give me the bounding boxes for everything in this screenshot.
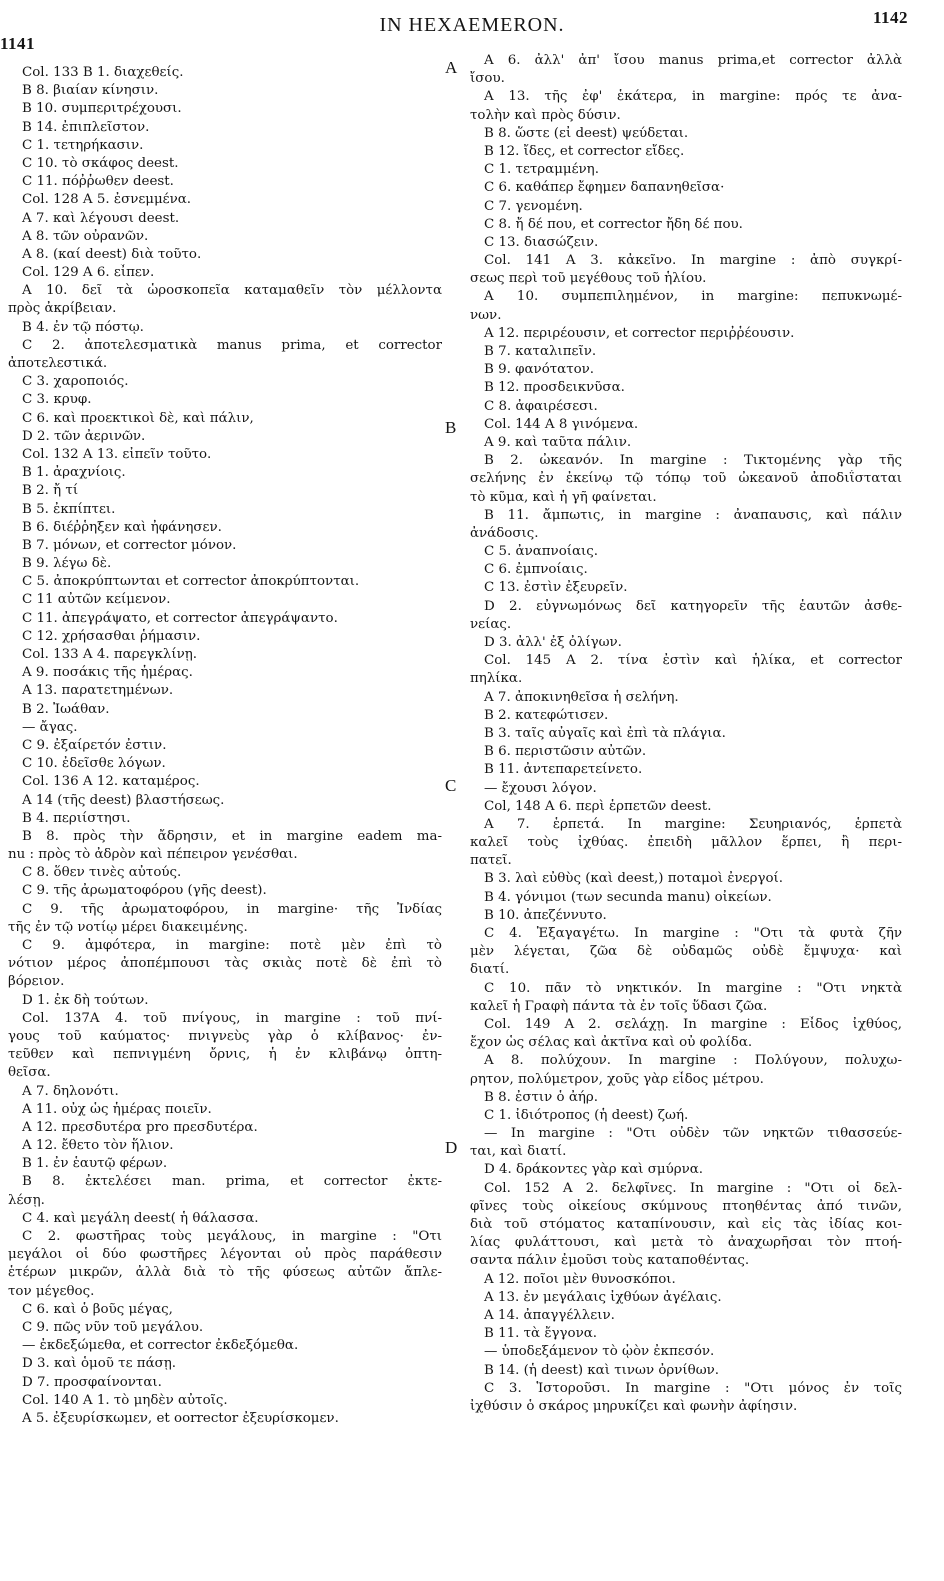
text-line: C 5. ἀποκρύπτωνται et corrector ἀποκρύπτονται. <box>22 574 360 590</box>
text-line: C 3. κρυφ. <box>22 392 92 408</box>
text-line: — ἐκδεξώμεθα, et corrector ἐκδεξόμεθα. <box>22 1338 299 1354</box>
text-line: C 9. τῆς ἀρωματοφόρου, in margine· τῆς Ἰνδίας <box>22 901 442 917</box>
text-line: A 10. δεῖ τὰ ὡροσκοπεῖα καταμαθεῖν τὸν μέλλοντα <box>22 283 442 299</box>
text-line: B 2. Ἰωάθαν. <box>22 701 110 717</box>
text-line: A 13. παρατετημένων. <box>22 683 174 699</box>
text-line: B 12. προσδεικνῦσα. <box>484 380 625 396</box>
text-line: A 11. οὐχ ὡς ἡμέρας ποιεῖν. <box>22 1101 212 1117</box>
text-line: D 3. καὶ ὁμοῦ τε πάσῃ. <box>22 1356 177 1372</box>
text-line: Col. 144 A 8 γινόμενα. <box>484 416 639 432</box>
text-line: C 8. ἤ δέ που, et corrector ἤδη δέ που. <box>484 216 743 232</box>
text-line: βόρειον. <box>8 974 65 990</box>
text-line: A 5. ἐξευρίσκωμεν, et oorrector ἐξευρίσκομεν. <box>22 1410 339 1426</box>
text-line: B 4. γόνιμοι (των secunda manu) οἰκείων. <box>484 889 772 905</box>
text-line: C 6. ἐμπνοίαις. <box>484 562 588 578</box>
text-line: nu : πρὸς τὸ ἀδρὸν καὶ πέπειρον γενέσθαι. <box>8 847 298 863</box>
text-line: διατί. <box>470 962 510 978</box>
text-line: A 7. καὶ λέγουσι deest. <box>22 210 180 226</box>
text-line: B 6. περιστῶσιν αὐτῶν. <box>484 744 647 760</box>
text-line: D 4. δράκοντες γὰρ καὶ σμύρνα. <box>484 1162 704 1178</box>
text-line: A 12. ἔθετο τὸν ἥλιον. <box>22 1138 174 1154</box>
text-line: C 8. ὅθεν τινὲς αὐτούς. <box>22 865 182 881</box>
text-line: ρητον, πολύμετρον, χοῦς γὰρ εἶδος μέτρου. <box>470 1071 764 1087</box>
text-line: θεῖσα. <box>8 1065 51 1081</box>
text-line: B 8. ἐκτελέσει man. prima, et corrector ἐκτε- <box>22 1174 442 1190</box>
text-line: C 11. πόῤῥωθεν deest. <box>22 174 174 190</box>
text-line: B 5. ἐκπίπτει. <box>22 501 116 517</box>
text-line: B 7. μόνων, et corrector μόνον. <box>22 537 237 553</box>
text-line: τεῦθεν καὶ πεπνιγμένη ὄρνις, ἡ ἐν κλιβάνῳ ὀπτη- <box>8 1047 442 1063</box>
text-line: ἑτέρων μικρῶν, ἀλλὰ διὰ τὸ τῆς φύσεως αὐτῶν ἄπλε- <box>8 1265 442 1281</box>
text-line: D 3. ἀλλ' ἐξ ὀλίγων. <box>484 635 622 650</box>
text-line: C 7. γενομένη. <box>484 198 583 214</box>
text-line: Col. 152 A 2. δελφῖνες. In margine : "Οτι οἱ δελ- <box>484 1180 902 1196</box>
text-line: B 1. ἐν ἑαυτῷ φέρων. <box>22 1156 168 1172</box>
text-line: τῆς ἐν τῷ νοτίῳ μέρει διακειμένης. <box>8 919 248 935</box>
text-line: A 8. (καί deest) διὰ τοῦτο. <box>22 246 202 262</box>
text-line: ἴσου. <box>470 71 505 87</box>
text-line: A 9. καὶ ταῦτα πάλιν. <box>484 434 632 450</box>
text-line: λέσῃ. <box>8 1192 45 1208</box>
text-line: C 6. καὶ προεκτικοὶ δὲ, καὶ πάλιν, <box>22 410 254 426</box>
text-line: B 3. ταῖς αὐγαῖς καὶ ἐπὶ τὰ πλάγια. <box>484 725 726 741</box>
text-line: B 8. ἐστιν ὁ ἀήρ. <box>484 1089 599 1105</box>
text-line: B 7. καταλιπεῖν. <box>484 344 597 359</box>
text-line: C 4. Ἐξαγαγέτω. In margine : "Οτι τὰ φυτὰ ζῆν <box>484 926 902 941</box>
text-line: B 8. ὥστε (εἰ deest) ψεύδεται. <box>484 125 689 141</box>
text-line: B 8. πρὸς τὴν ἄδρησιν, et in margine eadem ma- <box>22 828 442 844</box>
text-line: C 9. ἐξαίρετόν ἐστιν. <box>22 737 167 753</box>
text-line: C 9. ἀμφότερα, in margine: ποτὲ μὲν ἐπὶ τὸ <box>22 938 442 953</box>
text-line: A 12. περιρέουσιν, et corrector περιῤῥέουσιν. <box>484 325 795 341</box>
text-line: C 9. πῶς νῦν τοῦ μεγάλου. <box>22 1319 204 1335</box>
text-line: B 8. βιαίαν κίνησιν. <box>22 83 159 99</box>
text-line: τον μέγεθος. <box>8 1283 95 1299</box>
text-line: νότιον μέρος ἀποπέμπουσι τὰς σκιὰς ποτὲ δὲ ἐπὶ τὸ <box>8 956 442 972</box>
text-line: C 5. ἀναπνοίαις. <box>484 544 599 560</box>
text-line: Col, 148 A 6. περὶ ἑρπετῶν deest. <box>484 798 712 814</box>
text-line: B 1. ἀραχνίοις. <box>22 465 126 481</box>
text-line: τὸ κῦμα, καὶ ἡ γῆ φαίνεται. <box>470 489 657 505</box>
text-line: C 6. καθάπερ ἔφημεν δαπανηθεῖσα· <box>484 180 725 196</box>
text-line: B 14. ἐπιπλεῖστον. <box>22 119 150 135</box>
text-line: B 4. ἐν τῷ πόστῳ. <box>22 319 144 335</box>
text-line: B 14. (ἡ deest) καὶ τινων ὀρνίθων. <box>484 1362 720 1378</box>
text-line: A 13. ἐν μεγάλαις ἰχθύων ἀγέλαις. <box>484 1289 722 1305</box>
text-line: C 6. καὶ ὁ βοῦς μέγας, <box>22 1301 173 1317</box>
text-line: C 8. ἀφαιρέσεσι. <box>484 398 598 414</box>
text-line: B 10. ἀπεζέννυτο. <box>484 907 607 923</box>
text-line: μεγάλοι οἱ δύο φωστῆρες λέγονται οὐ πρὸς παράθεσιν <box>8 1247 442 1263</box>
text-line: A 12. πρεσδυτέρα pro πρεσδυτέρα. <box>22 1119 258 1135</box>
text-line: C 12. χρήσασθαι ῥήμασιν. <box>22 628 201 644</box>
text-line: νων. <box>470 307 502 323</box>
text-line: B 12. ἴδες, et corrector εἴδες. <box>484 143 685 159</box>
text-line: ται, καὶ διατί. <box>470 1144 567 1160</box>
margin-letter-c: C <box>445 776 457 795</box>
text-line: C 11 αὐτῶν κείμενον. <box>22 592 171 608</box>
text-line: B 9. φανότατον. <box>484 362 595 378</box>
text-line: ἰχθύσιν ὁ σκάρος μηρυκίζει καὶ φωνὴν ἀφίησιν. <box>470 1398 798 1414</box>
text-line: B 2. ἤ τί <box>22 483 79 499</box>
text-line: C 10. τὸ σκάφος deest. <box>22 155 179 171</box>
text-line: Col. 133 B 1. διαχεθείς. <box>22 65 184 80</box>
text-line: ἀνάδοσις. <box>470 525 539 541</box>
text-line: B 11. ἄμπωτις, in margine : ἀναπαυσις, καὶ πάλιν <box>484 507 902 523</box>
text-line: D 2. τῶν ἀερινῶν. <box>22 428 146 444</box>
text-line: A 14 (τῆς deest) βλαστήσεως. <box>22 792 225 808</box>
text-line: γους τοῦ καύματος· πνιγνεὺς γὰρ ὁ κλίβανος· ἐν- <box>8 1028 442 1044</box>
text-line: C 10. ἐδεῖσθε λόγων. <box>22 756 166 772</box>
margin-letter-a: A <box>445 58 458 77</box>
text-line: D 1. ἐκ δὴ τούτων. <box>22 992 149 1008</box>
text-line: πατεῖ. <box>470 853 512 869</box>
left-column <box>8 64 442 1428</box>
text-line: καλεῖ τοὺς ἰχθύας. ἐπειδὴ μᾶλλον ἕρπει, ἢ περι- <box>470 835 902 851</box>
text-line: A 7. ἀποκινηθεῖσα ἡ σελήνη. <box>484 689 679 705</box>
text-line: B 2. ὠκεανόν. In margine : Τικτομένης γὰρ τῆς <box>484 453 902 469</box>
text-line: Col. 128 A 5. ἐσνεμμένα. <box>22 192 192 208</box>
text-line: Col. 133 A 4. παρεγκλίνῃ. <box>22 647 198 662</box>
text-line: καλεῖ ἡ Γραφὴ πάντα τὰ ἐν τοῖς ὕδασι ζῶα. <box>470 998 768 1014</box>
text-line: Col. 145 A 2. τίνα ἐστὶν καὶ ἡλίκα, et corrector <box>484 653 902 669</box>
running-title: IN HEXAEMERON. <box>379 14 565 36</box>
text-line: Col. 140 A 1. τὸ μηδὲν αὐτοῖς. <box>22 1392 228 1408</box>
text-line: C 1. τετηρήκασιν. <box>22 137 144 153</box>
text-line: C 1. τετραμμένη. <box>484 162 599 178</box>
page-number-right: 1142 <box>872 8 908 27</box>
margin-letter-b: B <box>445 418 457 437</box>
text-line: σεως περὶ τοῦ μεγέθους τοῦ ἡλίου. <box>470 271 707 287</box>
text-line: C 9. τῆς ἀρωματοφόρου (γῆς deest). <box>22 883 267 899</box>
text-line: A 7. δηλονότι. <box>22 1083 119 1099</box>
text-line: C 13. διασώζειν. <box>484 234 599 250</box>
text-line: φῖνες τοὺς οἰκείους σκύμνους πτοηθέντας ἀπό τινῶν, <box>470 1198 902 1214</box>
text-line: — ἄγας. <box>22 719 78 735</box>
text-line: A 6. ἀλλ' ἀπ' ἴσου manus prima,et corrector ἀλλὰ <box>484 53 902 68</box>
text-line: C 2. φωστῆρας τοὺς μεγάλους, in margine : "Οτι <box>22 1229 442 1244</box>
text-line: σελήνης ἐν ἐκείνῳ τῷ τόπῳ τοῦ ὠκεανοῦ ἀποδιΐσταται <box>470 471 902 487</box>
text-line: A 12. ποῖοι μὲν θυνοσκόποι. <box>484 1271 676 1287</box>
text-line: σαντα πάλιν ἐμοῦσι τοὺς καταποθέντας. <box>470 1253 750 1269</box>
text-line: B 3. λαὶ εὐθὺς (καὶ deest,) ποταμοὶ ἐνεργοί. <box>484 871 784 887</box>
text-line: D 7. προσφαίνονται. <box>22 1374 162 1390</box>
text-line: — ἔχουσι λόγον. <box>484 780 597 796</box>
text-line: C 4. καὶ μεγάλη deest( ἡ θάλασσα. <box>22 1210 259 1226</box>
text-line: πρὸς ἀκρίβειαν. <box>8 301 117 317</box>
text-line: A 13. τῆς ἐφ' ἑκάτερα, in margine: πρός τε ἀνα- <box>484 89 902 105</box>
text-line: C 11. ἀπεγράψατο, et corrector ἀπεγράψαντο. <box>22 610 338 626</box>
page-header <box>0 0 944 53</box>
text-line: A 8. πολύχουν. In margine : Πολύγουν, πολυχω- <box>484 1053 902 1069</box>
text-line: A 14. ἀπαγγέλλειν. <box>484 1307 615 1323</box>
text-line: B 9. λέγω δὲ. <box>22 556 112 572</box>
text-line: A 8. τῶν οὐρανῶν. <box>22 228 149 244</box>
margin-letter-d: D <box>445 1138 458 1157</box>
text-line: C 2. ἀποτελεσματικὰ manus prima, et corrector <box>22 337 442 353</box>
text-line: ἔχον ὡς σέλας καὶ ἀκτῖνα καὶ οὐ φολίδα. <box>470 1035 753 1051</box>
text-line: B 6. διέῤῥηξεν καὶ ἠφάνησεν. <box>22 519 222 535</box>
text-line: B 11. τὰ ἔγγονα. <box>484 1326 598 1342</box>
text-line: C 1. ἰδιότροπος (ἡ deest) ζωή. <box>484 1107 689 1123</box>
text-line: A 10. συμπεπιλημένον, in margine: πεπυκνωμέ- <box>484 289 902 305</box>
text-line: B 10. συμπεριτρέχουσι. <box>22 101 182 117</box>
text-line: μὲν λέγεται, ζῶα δὲ οὐδαμῶς οὐδὲ ἔμψυχα· καὶ <box>470 944 902 960</box>
text-line: C 13. ἐστὶν ἐξευρεῖν. <box>484 580 628 596</box>
text-line: Col. 149 A 2. σελάχῃ. In margine : Εἶδος ἰχθύος, <box>484 1016 902 1032</box>
text-line: A 9. ποσάκις τῆς ἡμέρας. <box>22 665 193 681</box>
page-number-left: 1141 <box>0 34 36 53</box>
text-line: διὰ τοῦ στόματος καταπίνουσιν, καὶ εἰς τὰς ἰδίας κοι- <box>470 1217 902 1232</box>
text-line: Col. 141 A 3. κἀκεῖνο. In margine : ἀπὸ συγκρί- <box>484 253 902 269</box>
text-line: B 4. περιίστησι. <box>22 810 131 826</box>
text-line: λίας φυλάττουσι, καὶ μετὰ τὸ ἀναχωρῆσαι τὸν πτοή- <box>470 1235 902 1251</box>
text-line: — ὑποδεξάμενον τὸ ᾠὸν ἐκπεσόν. <box>484 1344 715 1360</box>
text-line: ἀποτελεστικά. <box>8 356 108 371</box>
right-column <box>470 52 902 1416</box>
text-line: — In margine : "Οτι οὐδὲν τῶν νηκτῶν τιθασσεύε- <box>484 1126 902 1142</box>
text-line: νείας. <box>470 616 512 632</box>
text-line: Col. 132 A 13. εἰπεῖν τοῦτο. <box>22 446 212 462</box>
text-line: D 2. εὐγνωμόνως δεῖ κατηγορεῖν τῆς ἑαυτῶν ἀσθε- <box>484 598 902 614</box>
text-line: Col. 129 A 6. εἶπεν. <box>22 265 155 281</box>
text-line: B 11. ἀντεπαρετείνετο. <box>484 762 643 778</box>
text-line: Col. 136 A 12. καταμέρος. <box>22 774 200 790</box>
text-line: Col. 137A 4. τοῦ πνίγους, in margine : τοῦ πνί- <box>22 1010 442 1026</box>
text-line: C 3. χαροποιός. <box>22 374 129 390</box>
text-line: C 3. Ἱστοροῦσι. In margine : "Οτι μόνος ἐν τοῖς <box>484 1380 902 1396</box>
text-line: τολὴν καὶ πρὸς δύσιν. <box>470 107 621 123</box>
text-line: B 2. κατεφώτισεν. <box>484 707 609 723</box>
text-line: A 7. ἑρπετά. In margine: Σευηριανός, ἑρπετὰ <box>484 816 902 832</box>
text-line: πηλίκα. <box>470 671 523 687</box>
text-line: C 10. πᾶν τὸ νηκτικόν. In margine : "Οτι νηκτὰ <box>484 980 902 996</box>
